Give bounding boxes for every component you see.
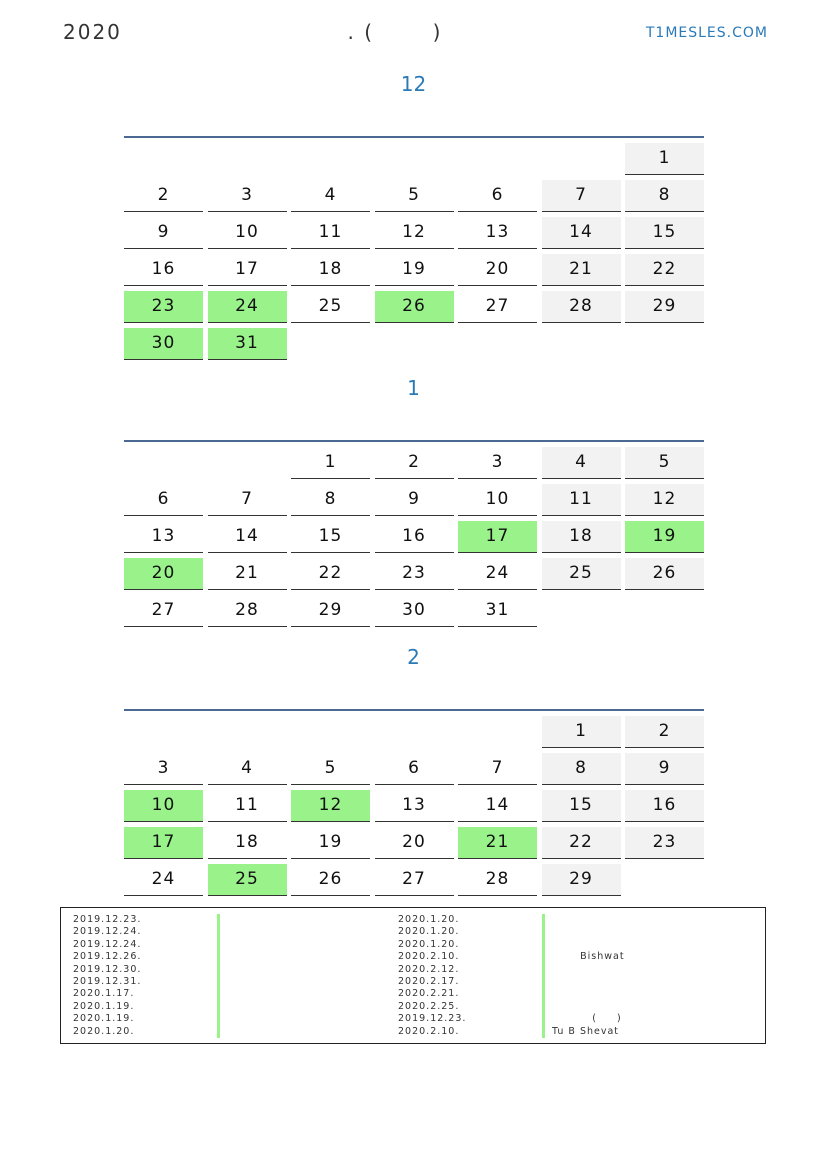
- month-title-december: 12: [400, 72, 427, 96]
- calendar-day[interactable]: 10: [458, 484, 537, 516]
- calendar-day[interactable]: 19: [625, 521, 704, 553]
- calendar-day[interactable]: 7: [542, 180, 621, 212]
- legend-date: 2019.12.23.: [73, 914, 142, 925]
- calendar-day[interactable]: 1: [291, 447, 370, 479]
- calendar-empty-cell: [124, 143, 203, 174]
- calendar-day[interactable]: 6: [375, 753, 454, 785]
- calendar-day[interactable]: 3: [458, 447, 537, 479]
- calendar-day[interactable]: 6: [124, 484, 203, 516]
- legend-date: 2020.1.20.: [398, 938, 460, 950]
- calendar-day[interactable]: 8: [291, 484, 370, 516]
- legend-date: 2020.1.20.: [73, 1025, 135, 1037]
- legend-date: 2020.2.10.: [398, 1025, 460, 1037]
- calendar-day[interactable]: 14: [542, 217, 621, 249]
- site-link[interactable]: T1MESLES.COM: [645, 25, 768, 41]
- calendar-day[interactable]: 24: [124, 864, 203, 896]
- legend-color-swatch: [542, 988, 545, 1000]
- legend-color-swatch: [542, 964, 545, 976]
- calendar-empty-cell: [625, 595, 704, 626]
- calendar-day[interactable]: 10: [124, 790, 203, 822]
- calendar-day[interactable]: 9: [124, 217, 203, 249]
- calendar-day[interactable]: 1: [625, 143, 704, 175]
- calendar-day[interactable]: 8: [625, 180, 704, 212]
- calendar-day[interactable]: 28: [208, 595, 287, 627]
- calendar-day[interactable]: 29: [625, 291, 704, 323]
- legend-holiday-name: Tu B Shevat: [552, 1025, 620, 1037]
- legend-row: [398, 988, 758, 1000]
- legend-row: [398, 1026, 758, 1038]
- calendar-day[interactable]: 10: [208, 217, 287, 249]
- legend-row: [73, 1001, 373, 1013]
- legend-color-swatch: [542, 926, 545, 938]
- legend-date: 2019.12.23.: [398, 1013, 467, 1025]
- calendar-day[interactable]: 29: [291, 595, 370, 627]
- page-title: 2020 . ( ): [63, 20, 443, 44]
- calendar-day[interactable]: 13: [458, 217, 537, 249]
- calendar-day[interactable]: 21: [542, 254, 621, 286]
- calendar-day[interactable]: 17: [124, 827, 203, 859]
- legend-row: [73, 914, 373, 926]
- calendar-day[interactable]: 20: [458, 254, 537, 286]
- calendar-day[interactable]: 27: [124, 595, 203, 627]
- calendar-day[interactable]: 7: [208, 484, 287, 516]
- calendar-day[interactable]: 7: [458, 753, 537, 785]
- calendar-day[interactable]: 24: [458, 558, 537, 590]
- legend-color-swatch: [217, 951, 220, 963]
- calendar-day[interactable]: 5: [291, 753, 370, 785]
- holiday-legend: [60, 907, 766, 1044]
- calendar-empty-cell: [208, 447, 287, 478]
- calendar-empty-cell: [458, 143, 537, 174]
- calendar-empty-cell: [542, 328, 621, 359]
- calendar-day[interactable]: 21: [208, 558, 287, 590]
- calendar-day[interactable]: 11: [291, 217, 370, 249]
- legend-date: 2019.12.26.: [73, 951, 142, 963]
- calendar-day[interactable]: 29: [542, 864, 621, 896]
- legend-row: [73, 926, 373, 938]
- legend-row: [398, 976, 758, 988]
- calendar-empty-cell: [375, 328, 454, 359]
- calendar-day[interactable]: 23: [124, 291, 203, 323]
- calendar-empty-cell: [625, 328, 704, 359]
- legend-column-left: [73, 914, 373, 1038]
- legend-color-swatch: [217, 1026, 220, 1038]
- legend-row: [398, 914, 758, 926]
- calendar-day[interactable]: 16: [124, 254, 203, 286]
- calendar-day[interactable]: 18: [291, 254, 370, 286]
- legend-color-swatch: [217, 964, 220, 976]
- calendar-day[interactable]: 12: [291, 790, 370, 822]
- calendar-day[interactable]: 25: [208, 864, 287, 896]
- calendar-day[interactable]: 22: [291, 558, 370, 590]
- legend-color-swatch: [542, 914, 545, 926]
- legend-color-swatch: [542, 951, 545, 963]
- calendar-day[interactable]: 17: [458, 521, 537, 553]
- legend-row: [398, 1013, 758, 1025]
- legend-row: [73, 1013, 373, 1025]
- calendar-january: [124, 440, 704, 627]
- legend-color-swatch: [217, 988, 220, 1000]
- calendar-day[interactable]: 25: [542, 558, 621, 590]
- calendar-day[interactable]: 19: [375, 254, 454, 286]
- calendar-day[interactable]: 25: [291, 291, 370, 323]
- legend-column-right: [398, 914, 758, 1038]
- calendar-day[interactable]: 2: [124, 180, 203, 212]
- calendar-day[interactable]: 20: [124, 558, 203, 590]
- legend-row: [398, 951, 758, 963]
- legend-row: [398, 939, 758, 951]
- calendar-day[interactable]: 17: [208, 254, 287, 286]
- calendar-day[interactable]: 4: [208, 753, 287, 785]
- calendar-empty-cell: [208, 143, 287, 174]
- legend-color-swatch: [542, 1013, 545, 1025]
- calendar-day[interactable]: 16: [375, 521, 454, 553]
- calendar-day[interactable]: 27: [375, 864, 454, 896]
- calendar-day[interactable]: 5: [625, 447, 704, 479]
- calendar-day[interactable]: 3: [208, 180, 287, 212]
- calendar-day[interactable]: 20: [375, 827, 454, 859]
- legend-holiday-name: Bishwat: [552, 951, 625, 963]
- legend-color-swatch: [542, 939, 545, 951]
- calendar-day[interactable]: 1: [542, 716, 621, 748]
- legend-row: [73, 976, 373, 988]
- calendar-day[interactable]: 14: [458, 790, 537, 822]
- calendar-empty-cell: [124, 716, 203, 747]
- calendar-day[interactable]: 31: [208, 328, 287, 360]
- calendar-day[interactable]: 9: [375, 484, 454, 516]
- calendar-grid: [124, 711, 704, 896]
- calendar-empty-cell: [458, 328, 537, 359]
- calendar-day[interactable]: 8: [542, 753, 621, 785]
- legend-row: [73, 951, 373, 963]
- calendar-empty-cell: [542, 143, 621, 174]
- calendar-day[interactable]: 16: [625, 790, 704, 822]
- legend-color-swatch: [217, 976, 220, 988]
- calendar-day[interactable]: 15: [291, 521, 370, 553]
- calendar-day[interactable]: 24: [208, 291, 287, 323]
- calendar-day[interactable]: 11: [208, 790, 287, 822]
- legend-date: 2019.12.24.: [73, 938, 142, 950]
- legend-date: 2020.1.17.: [73, 988, 135, 1000]
- legend-date: 2020.2.12.: [398, 963, 460, 975]
- legend-date: 2020.1.19.: [73, 1000, 135, 1012]
- calendar-day[interactable]: 5: [375, 180, 454, 212]
- calendar-day[interactable]: 23: [625, 827, 704, 859]
- calendar-day[interactable]: 22: [625, 254, 704, 286]
- calendar-day[interactable]: 26: [625, 558, 704, 590]
- legend-color-swatch: [542, 976, 545, 988]
- calendar-day[interactable]: 30: [124, 328, 203, 360]
- calendar-day[interactable]: 22: [542, 827, 621, 859]
- calendar-empty-cell: [208, 716, 287, 747]
- month-title-february: 2: [407, 645, 420, 669]
- legend-row: [398, 1001, 758, 1013]
- month-title-january: 1: [407, 376, 420, 400]
- calendar-day[interactable]: 23: [375, 558, 454, 590]
- calendar-day[interactable]: 28: [542, 291, 621, 323]
- calendar-day[interactable]: 13: [375, 790, 454, 822]
- legend-row: [73, 1026, 373, 1038]
- legend-color-swatch: [217, 939, 220, 951]
- calendar-day[interactable]: 18: [208, 827, 287, 859]
- calendar-day[interactable]: 14: [208, 521, 287, 553]
- calendar-empty-cell: [291, 716, 370, 747]
- calendar-day[interactable]: 4: [291, 180, 370, 212]
- calendar-empty-cell: [375, 143, 454, 174]
- legend-date: 2020.1.19.: [73, 1013, 135, 1025]
- calendar-day[interactable]: 13: [124, 521, 203, 553]
- legend-holiday-name: ( ): [552, 1013, 622, 1025]
- legend-date: 2020.2.25.: [398, 1000, 460, 1012]
- legend-row: [73, 988, 373, 1000]
- calendar-day[interactable]: 6: [458, 180, 537, 212]
- calendar-december: [124, 136, 704, 360]
- legend-date: 2020.2.10.: [398, 951, 460, 963]
- calendar-day[interactable]: 21: [458, 827, 537, 859]
- calendar-day[interactable]: 11: [542, 484, 621, 516]
- calendar-day[interactable]: 9: [625, 753, 704, 785]
- legend-row: [73, 964, 373, 976]
- calendar-day[interactable]: 26: [291, 864, 370, 896]
- calendar-day[interactable]: 12: [625, 484, 704, 516]
- calendar-day[interactable]: 28: [458, 864, 537, 896]
- calendar-february: [124, 709, 704, 896]
- calendar-day[interactable]: 2: [375, 447, 454, 479]
- calendar-day[interactable]: 18: [542, 521, 621, 553]
- calendar-empty-cell: [375, 716, 454, 747]
- legend-row: [398, 964, 758, 976]
- legend-row: [73, 939, 373, 951]
- legend-color-swatch: [217, 926, 220, 938]
- calendar-day[interactable]: 4: [542, 447, 621, 479]
- legend-row: [398, 926, 758, 938]
- legend-date: 2020.2.21.: [398, 988, 460, 1000]
- legend-date: 2019.12.31.: [73, 975, 142, 987]
- calendar-day[interactable]: 3: [124, 753, 203, 785]
- calendar-day[interactable]: 15: [625, 217, 704, 249]
- calendar-day[interactable]: 12: [375, 217, 454, 249]
- calendar-empty-cell: [291, 143, 370, 174]
- legend-color-swatch: [217, 1001, 220, 1013]
- calendar-day[interactable]: 2: [625, 716, 704, 748]
- legend-date: 2020.1.20.: [398, 914, 460, 925]
- calendar-grid: [124, 442, 704, 627]
- calendar-day[interactable]: 19: [291, 827, 370, 859]
- legend-color-swatch: [542, 1026, 545, 1038]
- legend-color-swatch: [217, 1013, 220, 1025]
- calendar-day[interactable]: 31: [458, 595, 537, 627]
- calendar-day[interactable]: 26: [375, 291, 454, 323]
- legend-date: 2020.2.17.: [398, 975, 460, 987]
- calendar-empty-cell: [291, 328, 370, 359]
- legend-date: 2019.12.30.: [73, 963, 142, 975]
- legend-date: 2020.1.20.: [398, 926, 460, 938]
- calendar-empty-cell: [625, 864, 704, 895]
- calendar-empty-cell: [458, 716, 537, 747]
- calendar-day[interactable]: 27: [458, 291, 537, 323]
- calendar-day[interactable]: 30: [375, 595, 454, 627]
- calendar-empty-cell: [124, 447, 203, 478]
- calendar-empty-cell: [542, 595, 621, 626]
- legend-color-swatch: [217, 914, 220, 926]
- calendar-day[interactable]: 15: [542, 790, 621, 822]
- calendar-grid: [124, 138, 704, 360]
- legend-color-swatch: [542, 1001, 545, 1013]
- legend-date: 2019.12.24.: [73, 926, 142, 938]
